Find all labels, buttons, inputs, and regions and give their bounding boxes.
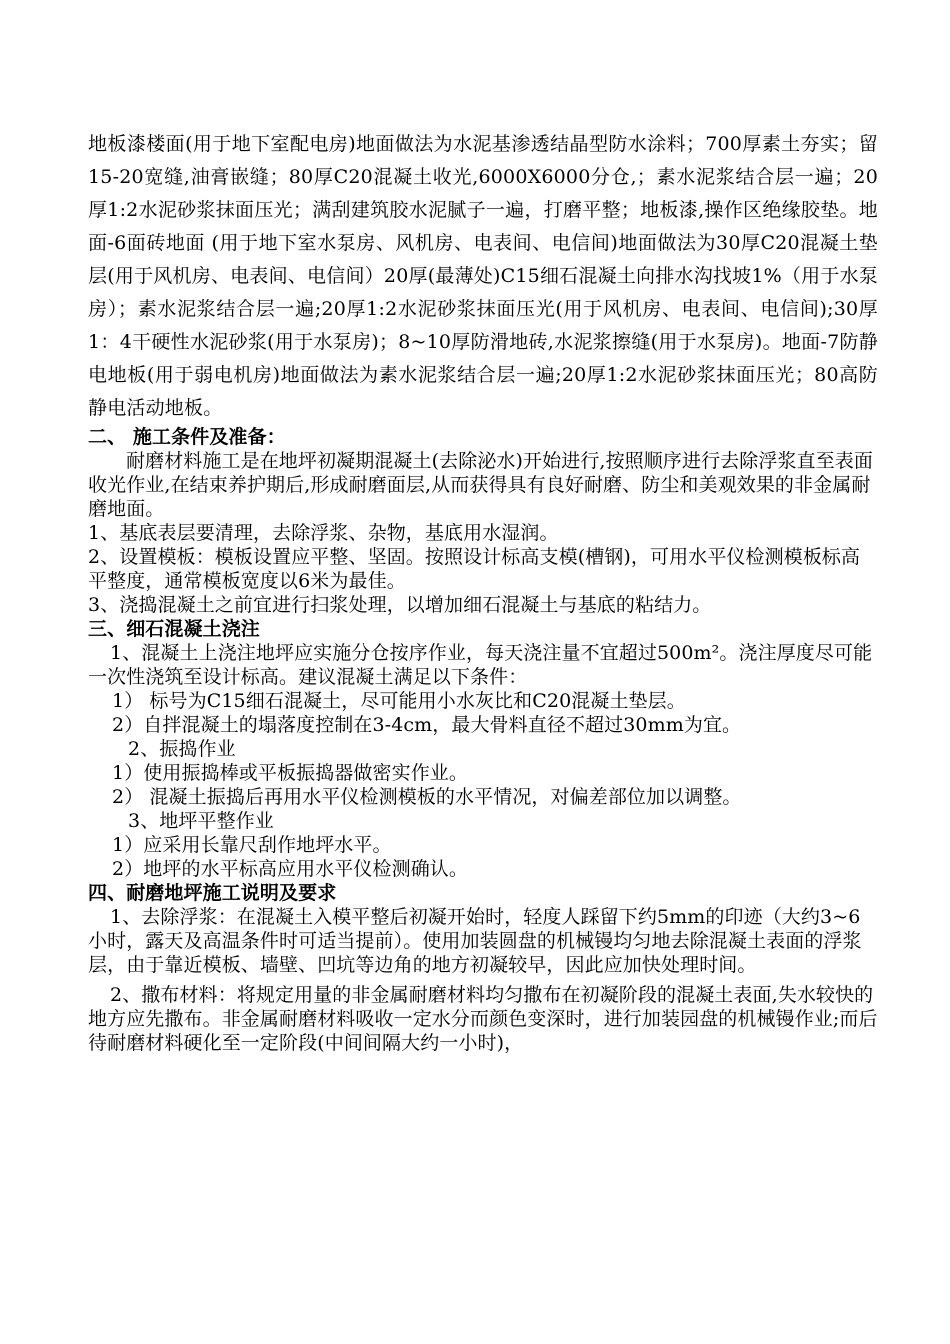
list-item: 1）使用振捣棒或平板振捣器做密实作业。 xyxy=(112,762,468,784)
list-item: 2） 混凝土振捣后再用水平仪检测模板的水平情况，对偏差部位加以调整。 xyxy=(112,786,742,808)
list-item: 2、设置模板：模板设置应平整、坚固。按照设计标高支模(槽钢)，可用水平仪检测模板标高平整度，通常模板宽度以6米为最佳。 xyxy=(88,546,861,592)
subheading: 2、振捣作业 xyxy=(128,738,236,760)
paragraph: 耐磨材料施工是在地坪初凝期混凝土(去除泌水)开始进行,按照顺序进行去除浮浆直至表面收光作业,在结束养护期后,形成耐磨面层,从而获得具有良好耐磨、防尘和美观效果的非金属耐磨地面。 xyxy=(88,450,873,520)
paragraph: 2、撒布材料：将规定用量的非金属耐磨材料均匀撒布在初凝阶段的混凝土表面,失水较快的地方应先撒布。非金属耐磨材料吸收一定水分而颜色变深时，进行加装园盘的机械镘作业;而后待耐磨材料硬化至一定阶段(中间间隔大约一小时)， xyxy=(88,984,878,1054)
section-heading: 四、耐磨地坪施工说明及要求 xyxy=(88,882,337,904)
section-heading: 二、 施工条件及准备： xyxy=(88,426,286,448)
document-page xyxy=(88,128,878,1055)
list-item: 2）自拌混凝土的塌落度控制在3-4cm，最大骨料直径不超过30mm为宜。 xyxy=(112,714,742,736)
list-item: 1） 标号为C15细石混凝土，尽可能用小水灰比和C20混凝土垫层。 xyxy=(112,690,686,712)
list-item: 1）应采用长靠尺刮作地坪水平。 xyxy=(112,834,392,856)
paragraph: 1、混凝土上浇注地坪应实施分仓按序作业，每天浇注量不宜超过500m²。浇注厚度尽可能一次性浇筑至设计标高。建议混凝土满足以下条件： xyxy=(88,642,873,688)
list-item: 1、基底表层要清理，去除浮浆、杂物，基底用水湿润。 xyxy=(88,522,559,544)
subheading: 3、地坪平整作业 xyxy=(128,810,274,832)
flooring-spec-paragraph: 地板漆楼面(用于地下室配电房)地面做法为水泥基渗透结晶型防水涂料；700厚素土夯实；留15-20宽缝,油膏嵌缝；80厚C20混凝土收光,6000X6000分仓,；素水泥浆结合层一遍；20厚1:2水泥砂浆抹面压光；满刮建筑胶水泥腻子一遍，打磨平整；地板漆,操作区绝缘胶垫。地面-6面砖地面 (用于地下室水泵房、风机房、电表间、电信间)地面做法为30厚C20混凝土垫层(用于风机房、电表间、电信间）20厚(最薄处)C15细石混凝土向排水沟找坡1%（用于水泵房）；素水泥浆结合层一遍;20厚1:2水泥砂浆抹面压光(用于风机房、电表间、电信间);30厚1：4干硬性水泥砂浆(用于水泵房)；8~10厚防滑地砖,水泥浆擦缝(用于水泵房)。地面-7防静电地板(用于弱电机房)地面做法为素水泥浆结合层一遍;20厚1:2水泥砂浆抹面压光；80高防静电活动地板。 xyxy=(88,133,878,419)
section-concrete-pouring xyxy=(88,617,878,881)
section-construction-conditions xyxy=(88,425,878,617)
section-heading: 三、细石混凝土浇注 xyxy=(88,618,260,640)
section-floor-requirements xyxy=(88,881,878,1055)
paragraph: 1、去除浮浆：在混凝土入模平整后初凝开始时，轻度人踩留下约5mm的印迹（大约3~6小时，露天及高温条件时可适当提前）。使用加装圆盘的机械镘均匀地去除混凝土表面的浮浆层，由于靠近模板、墙壁、凹坑等边角的地方初凝较早，因此应加快处理时间。 xyxy=(88,906,862,976)
list-item: 2）地坪的水平标高应用水平仪检测确认。 xyxy=(112,858,468,880)
list-item: 3、浇捣混凝土之前宜进行扫浆处理，以增加细石混凝土与基底的粘结力。 xyxy=(88,594,712,616)
